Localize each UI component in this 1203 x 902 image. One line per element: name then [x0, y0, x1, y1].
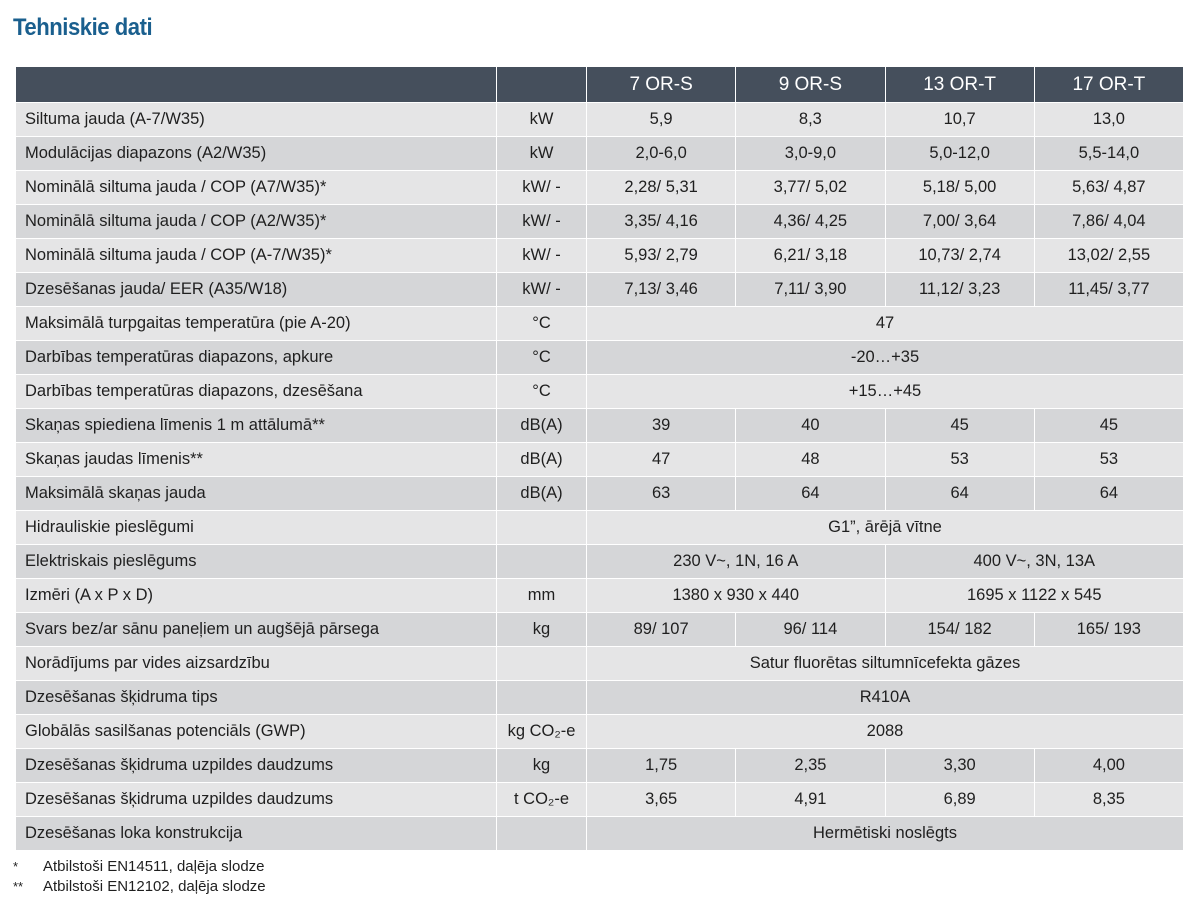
row-unit: kW	[497, 103, 587, 137]
row-value: 64	[885, 477, 1034, 511]
row-value: 11,12/ 3,23	[885, 273, 1034, 307]
table-row	[16, 511, 1184, 545]
table-row	[16, 613, 1184, 647]
row-unit: kW	[497, 137, 587, 171]
footnote-mark: *	[13, 859, 19, 874]
row-unit: kg	[497, 613, 587, 647]
row-label: Svars bez/ar sānu paneļiem un augšējā pārsega	[16, 613, 497, 647]
table-row	[16, 647, 1184, 681]
row-value: 1695 x 1122 x 545	[885, 579, 1184, 613]
table-row	[16, 171, 1184, 205]
row-value: 7,00/ 3,64	[885, 205, 1034, 239]
row-value: +15…+45	[587, 375, 1184, 409]
row-label: Nominālā siltuma jauda / COP (A7/W35)*	[16, 171, 497, 205]
row-value: 13,0	[1034, 103, 1183, 137]
row-value: 7,86/ 4,04	[1034, 205, 1183, 239]
row-value: 10,7	[885, 103, 1034, 137]
table-row	[16, 205, 1184, 239]
table-row	[16, 239, 1184, 273]
row-label: Skaņas jaudas līmenis**	[16, 443, 497, 477]
row-value: 5,9	[587, 103, 736, 137]
row-value: R410A	[587, 681, 1184, 715]
row-value: 48	[736, 443, 885, 477]
table-row	[16, 477, 1184, 511]
row-value: 5,93/ 2,79	[587, 239, 736, 273]
header-cell-model: 17 OR-T	[1034, 67, 1183, 103]
row-unit: °C	[497, 307, 587, 341]
row-value: 2,28/ 5,31	[587, 171, 736, 205]
row-value: 7,11/ 3,90	[736, 273, 885, 307]
row-label: Norādījums par vides aizsardzību	[16, 647, 497, 681]
row-value: 47	[587, 307, 1184, 341]
row-value: Hermētiski noslēgts	[587, 817, 1184, 851]
footnote	[13, 857, 266, 877]
row-value: 5,5-14,0	[1034, 137, 1183, 171]
row-value: 45	[885, 409, 1034, 443]
row-value: 3,30	[885, 749, 1034, 783]
row-value: 4,00	[1034, 749, 1183, 783]
row-unit	[497, 511, 587, 545]
row-unit: t CO₂-e	[497, 783, 587, 817]
row-value: 4,36/ 4,25	[736, 205, 885, 239]
row-unit: mm	[497, 579, 587, 613]
row-unit	[497, 647, 587, 681]
row-label: Izmēri (A x P x D)	[16, 579, 497, 613]
row-label: Darbības temperatūras diapazons, apkure	[16, 341, 497, 375]
table-row	[16, 443, 1184, 477]
row-value: 5,0-12,0	[885, 137, 1034, 171]
row-value: 3,65	[587, 783, 736, 817]
table-row	[16, 749, 1184, 783]
row-value: 1380 x 930 x 440	[587, 579, 886, 613]
row-value: 63	[587, 477, 736, 511]
row-label: Globālās sasilšanas potenciāls (GWP)	[16, 715, 497, 749]
row-label: Dzesēšanas šķidruma tips	[16, 681, 497, 715]
table-row	[16, 681, 1184, 715]
row-label: Skaņas spiediena līmenis 1 m attālumā**	[16, 409, 497, 443]
footnote	[13, 877, 266, 897]
row-unit: dB(A)	[497, 443, 587, 477]
table-row	[16, 783, 1184, 817]
row-value: 2088	[587, 715, 1184, 749]
row-label: Nominālā siltuma jauda / COP (A-7/W35)*	[16, 239, 497, 273]
row-label: Maksimālā turpgaitas temperatūra (pie A-20)	[16, 307, 497, 341]
row-value: 13,02/ 2,55	[1034, 239, 1183, 273]
row-label: Hidrauliskie pieslēgumi	[16, 511, 497, 545]
header-cell	[16, 67, 497, 103]
row-value: 53	[885, 443, 1034, 477]
footnote-text: Atbilstoši EN12102, daļēja slodze	[43, 878, 266, 895]
table-row	[16, 579, 1184, 613]
row-value: 8,35	[1034, 783, 1183, 817]
row-value: 64	[1034, 477, 1183, 511]
header-cell-model: 13 OR-T	[885, 67, 1034, 103]
row-unit	[497, 545, 587, 579]
row-label: Maksimālā skaņas jauda	[16, 477, 497, 511]
row-unit: °C	[497, 341, 587, 375]
table-row	[16, 341, 1184, 375]
row-label: Nominālā siltuma jauda / COP (A2/W35)*	[16, 205, 497, 239]
row-value: 3,77/ 5,02	[736, 171, 885, 205]
row-label: Dzesēšanas šķidruma uzpildes daudzums	[16, 783, 497, 817]
row-value: 2,0-6,0	[587, 137, 736, 171]
row-value: 2,35	[736, 749, 885, 783]
header-cell-model: 9 OR-S	[736, 67, 885, 103]
row-value: -20…+35	[587, 341, 1184, 375]
table-row	[16, 137, 1184, 171]
row-unit: kW/ -	[497, 205, 587, 239]
row-value: 400 V~, 3N, 13A	[885, 545, 1184, 579]
row-value: 47	[587, 443, 736, 477]
row-value: 5,63/ 4,87	[1034, 171, 1183, 205]
row-value: 64	[736, 477, 885, 511]
table-row	[16, 307, 1184, 341]
footnote-mark: **	[13, 879, 24, 894]
row-value: 53	[1034, 443, 1183, 477]
row-unit	[497, 681, 587, 715]
row-value: 45	[1034, 409, 1183, 443]
row-value: 96/ 114	[736, 613, 885, 647]
row-label: Darbības temperatūras diapazons, dzesēšana	[16, 375, 497, 409]
row-value: 7,13/ 3,46	[587, 273, 736, 307]
table-row	[16, 103, 1184, 137]
row-value: 165/ 193	[1034, 613, 1183, 647]
row-value: 3,35/ 4,16	[587, 205, 736, 239]
row-value: Satur fluorētas siltumnīcefekta gāzes	[587, 647, 1184, 681]
row-value: 8,3	[736, 103, 885, 137]
table-row	[16, 273, 1184, 307]
row-value: 1,75	[587, 749, 736, 783]
row-value: 40	[736, 409, 885, 443]
row-label: Dzesēšanas loka konstrukcija	[16, 817, 497, 851]
row-value: 5,18/ 5,00	[885, 171, 1034, 205]
row-label: Elektriskais pieslēgums	[16, 545, 497, 579]
row-unit: kW/ -	[497, 171, 587, 205]
header-cell	[497, 67, 587, 103]
row-unit: kg	[497, 749, 587, 783]
row-value: 3,0-9,0	[736, 137, 885, 171]
row-label: Siltuma jauda (A-7/W35)	[16, 103, 497, 137]
row-value: G1”, ārējā vītne	[587, 511, 1184, 545]
footnotes	[13, 857, 266, 897]
row-unit: dB(A)	[497, 477, 587, 511]
row-value: 230 V~, 1N, 16 A	[587, 545, 886, 579]
row-label: Modulācijas diapazons (A2/W35)	[16, 137, 497, 171]
table-header-row	[16, 67, 1184, 103]
row-value: 10,73/ 2,74	[885, 239, 1034, 273]
table-row	[16, 375, 1184, 409]
row-unit: dB(A)	[497, 409, 587, 443]
row-value: 11,45/ 3,77	[1034, 273, 1183, 307]
header-cell-model: 7 OR-S	[587, 67, 736, 103]
table-row	[16, 715, 1184, 749]
row-value: 89/ 107	[587, 613, 736, 647]
row-value: 4,91	[736, 783, 885, 817]
row-value: 154/ 182	[885, 613, 1034, 647]
row-unit: °C	[497, 375, 587, 409]
row-label: Dzesēšanas šķidruma uzpildes daudzums	[16, 749, 497, 783]
technical-data-table	[15, 66, 1184, 851]
row-value: 6,89	[885, 783, 1034, 817]
row-label: Dzesēšanas jauda/ EER (A35/W18)	[16, 273, 497, 307]
table-row	[16, 545, 1184, 579]
row-value: 6,21/ 3,18	[736, 239, 885, 273]
row-unit: kW/ -	[497, 273, 587, 307]
table-body	[16, 103, 1184, 851]
row-value: 39	[587, 409, 736, 443]
footnote-text: Atbilstoši EN14511, daļēja slodze	[43, 858, 265, 875]
page-title: Tehniskie dati	[13, 14, 153, 41]
row-unit	[497, 817, 587, 851]
row-unit: kg CO₂-e	[497, 715, 587, 749]
table-row	[16, 409, 1184, 443]
row-unit: kW/ -	[497, 239, 587, 273]
table-row	[16, 817, 1184, 851]
